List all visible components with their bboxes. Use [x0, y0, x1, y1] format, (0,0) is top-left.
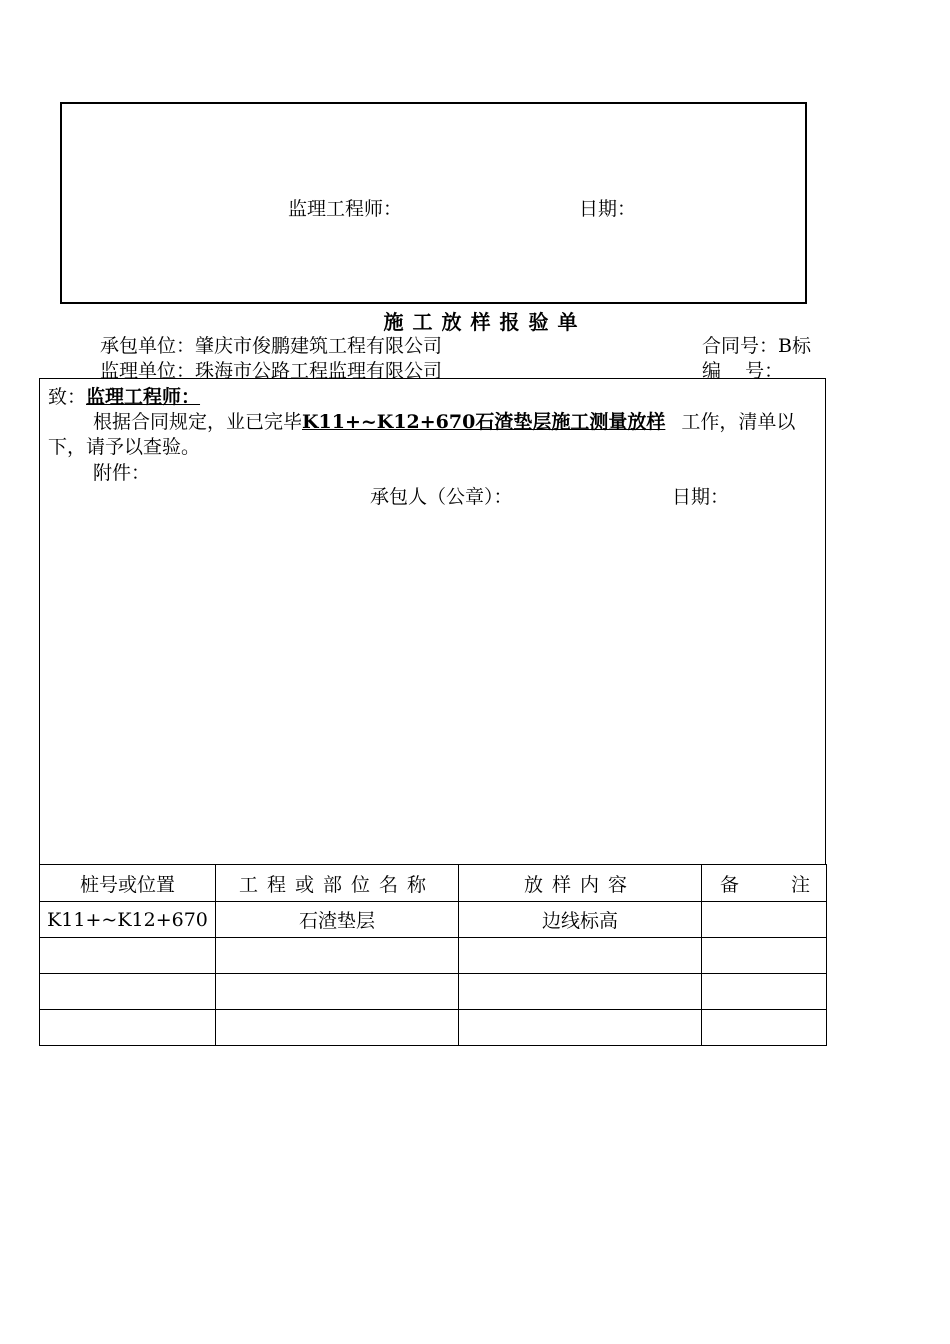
request-paragraph-line2: 下，请予以查验。 — [48, 436, 201, 458]
supervisor-unit-value: 珠海市公路工程监理有限公司 — [195, 360, 443, 382]
form-title: 施工放样报验单 — [383, 310, 587, 334]
cell-remarks — [702, 938, 827, 974]
layout-items-table — [39, 864, 827, 1046]
addressee-label: 致： — [48, 386, 87, 408]
contractor-line — [100, 331, 442, 358]
cell-station — [40, 1010, 216, 1046]
cell-project-part: 石渣垫层 — [216, 902, 459, 938]
header-layout-content: 放样内容 — [459, 865, 702, 902]
table-row — [40, 974, 827, 1010]
cell-station: K11+~K12+670 — [40, 902, 216, 938]
cell-layout-content — [459, 974, 702, 1010]
header-remarks-char2: 注 — [790, 873, 810, 896]
cell-layout-content — [459, 938, 702, 974]
request-suffix: 工作，清单以 — [675, 411, 796, 433]
supervisor-engineer-label: 监理工程师： — [288, 198, 403, 220]
attachment-label: 附件： — [93, 462, 151, 484]
contract-number: 合同号：B标 — [702, 335, 811, 357]
table-row — [40, 1010, 827, 1046]
cell-remarks — [702, 902, 827, 938]
header-project-part: 工程或部位名称 — [216, 865, 459, 902]
cell-remarks — [702, 1010, 827, 1046]
table-row — [40, 938, 827, 974]
header-remarks — [702, 865, 827, 902]
cell-project-part — [216, 974, 459, 1010]
supervisor-unit-label: 监理单位： — [100, 360, 196, 382]
request-paragraph-line1 — [93, 407, 795, 434]
contractor-date-label: 日期： — [672, 486, 730, 508]
cell-layout-content — [459, 1010, 702, 1046]
addressee-line — [48, 382, 212, 409]
cell-remarks — [702, 974, 827, 1010]
header-remarks-char1: 备 — [720, 873, 740, 896]
table-row — [40, 902, 827, 938]
table-header-row — [40, 865, 827, 902]
cell-project-part — [216, 938, 459, 974]
cell-layout-content: 边线标高 — [459, 902, 702, 938]
cell-station — [40, 974, 216, 1010]
cell-project-part — [216, 1010, 459, 1046]
serial-number-label: 编 号： — [702, 360, 784, 382]
contractor-label: 承包单位： — [100, 335, 196, 357]
header-station: 桩号或位置 — [40, 865, 216, 902]
addressee-value: 监理工程师： — [86, 386, 201, 408]
contractor-seal-label: 承包人（公章）： — [370, 486, 513, 508]
supervisor-signoff-box — [60, 102, 807, 304]
cell-station — [40, 938, 216, 974]
request-prefix: 根据合同规定，业已完毕 — [93, 411, 303, 433]
contractor-value: 肇庆市俊鹏建筑工程有限公司 — [195, 335, 443, 357]
request-work-item: K11+~K12+670石渣垫层施工测量放样 — [302, 411, 666, 433]
supervisor-date-label: 日期： — [579, 198, 637, 220]
